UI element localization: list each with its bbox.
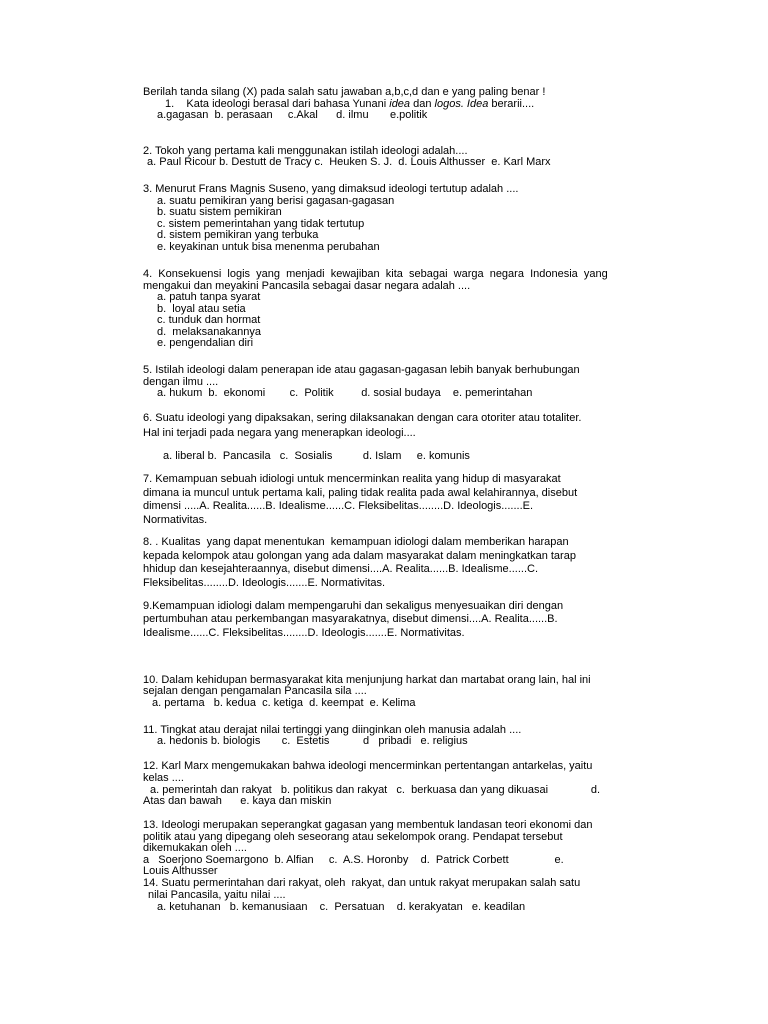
question-8-line-2: kepada kelompok atau golongan yang ada dalam masyarakat dalam meningkatkan tarap	[143, 550, 576, 562]
question-12-line-1: 12. Karl Marx mengemukakan bahwa ideologi mencerminkan pertentangan antarkelas, yaitu	[143, 760, 593, 772]
question-1-text-and: dan	[410, 98, 435, 110]
question-10-line-2: sejalan dengan pengamalan Pancasila sila ....	[143, 685, 367, 697]
question-13-line-3: dikemukakan oleh ....	[143, 842, 247, 854]
question-4-option-c: c. tunduk dan hormat	[157, 314, 261, 326]
question-3-option-c: c. sistem pemerintahan yang tidak tertutup	[157, 218, 365, 230]
question-3-option-d: d. sistem pemikiran yang terbuka	[157, 229, 319, 241]
question-12-options-line-2: Atas dan bawah e. kaya dan miskin	[143, 795, 332, 807]
question-11: 11. Tingkat atau derajat nilai tertinggi yang diinginkan oleh manusia adalah ....	[143, 724, 522, 736]
question-6-line-1: 6. Suatu ideologi yang dipaksakan, sering dilaksanakan dengan cara otoriter atau totaliter.	[143, 412, 582, 424]
question-14-options: a. ketuhanan b. kemanusiaan c. Persatuan d. kerakyatan e. keadilan	[157, 901, 526, 913]
question-3: 3. Menurut Frans Magnis Suseno, yang dimaksud ideologi tertutup adalah ....	[143, 183, 519, 195]
question-4-option-d: d. melaksanakannya	[157, 326, 261, 338]
question-10-line-1: 10. Dalam kehidupan bermasyarakat kita menjunjung harkat dan martabat orang lain, hal ini	[143, 674, 591, 686]
question-6-line-2: Hal ini terjadi pada negara yang menerapkan ideologi....	[143, 427, 416, 439]
question-3-option-e: e. keyakinan untuk bisa menenma perubahan	[157, 241, 380, 253]
question-9-line-3: Idealisme......C. Fleksibelitas........D. Ideologis.......E. Normativitas.	[143, 627, 465, 639]
question-7-line-3: dimensi .....A. Realita......B. Idealisme......C. Fleksibelitas........D. Ideologis.......E.	[143, 500, 534, 512]
question-7-line-2: dimana ia muncul untuk pertama kali, paling tidak realita pada awal kelahirannya, disebut	[143, 487, 578, 499]
question-9-line-1: 9.Kemampuan idiologi dalam mempengaruhi dan sekaligus menyesuaikan diri dengan	[143, 600, 564, 612]
question-7-line-1: 7. Kemampuan sebuah idiologi untuk mencerminkan realita yang hidup di masyarakat	[143, 473, 561, 485]
question-13-line-2: politik atau yang dipegang oleh seseorang atau sekelompok orang. Pendapat tersebut	[143, 831, 563, 843]
question-14-line-1: 14. Suatu permerintahan dari rakyat, oleh rakyat, dan untuk rakyat merupakan salah satu	[143, 877, 581, 889]
question-4-option-e: e. pengendalian diri	[157, 337, 254, 349]
question-5-line-2: dengan ilmu ....	[143, 376, 219, 388]
instruction: Berilah tanda silang (X) pada salah satu jawaban a,b,c,d dan e yang paling benar !	[143, 86, 546, 98]
question-8-line-4: Fleksibelitas........D. Ideologis.......E. Normativitas.	[143, 577, 386, 589]
question-1-options: a.gagasan b. perasaan c.Akal d. ilmu e.politik	[157, 109, 428, 121]
question-1-text-end: berarii....	[488, 98, 535, 110]
question-5-line-1: 5. Istilah ideologi dalam penerapan ide atau gagasan-gagasan lebih banyak berhubungan	[143, 364, 580, 376]
question-3-option-a: a. suatu pemikiran yang berisi gagasan-gagasan	[157, 195, 395, 207]
question-11-options: a. hedonis b. biologis c. Estetis d pribadi e. religius	[157, 735, 468, 747]
question-2: 2. Tokoh yang pertama kali menggunakan istilah ideologi adalah....	[143, 145, 468, 157]
question-8-line-1: 8. . Kualitas yang dapat menentukan kemampuan idiologi dalam memberikan harapan	[143, 536, 569, 548]
question-3-option-b: b. suatu sistem pemikiran	[157, 206, 282, 218]
question-8-line-3: hhidup dan kesejahteraannya, disebut dimensi....A. Realita......B. Idealisme......C.	[143, 563, 538, 575]
question-1-text: 1. Kata ideologi berasal dari bahasa Yunani	[165, 98, 390, 110]
question-10-options: a. pertama b. kedua c. ketiga d. keempat e. Kelima	[152, 697, 416, 709]
question-14-line-2: nilai Pancasila, yaitu nilai ....	[148, 889, 286, 901]
question-1-term-idea: idea	[389, 98, 411, 110]
question-4-option-a: a. patuh tanpa syarat	[157, 291, 261, 303]
question-12-line-2: kelas ....	[143, 772, 184, 784]
question-2-options: a. Paul Ricour b. Destutt de Tracy c. Heuken S. J. d. Louis Althusser e. Karl Marx	[147, 156, 551, 168]
question-6-options: a. liberal b. Pancasila c. Sosialis d. Islam e. komunis	[163, 450, 470, 462]
question-13-line-1: 13. Ideologi merupakan seperangkat gagasan yang membentuk landasan teori ekonomi dan	[143, 819, 593, 831]
question-12-options-line-1: a. pemerintah dan rakyat b. politikus dan rakyat c. berkuasa dan yang dikuasai d.	[150, 784, 601, 796]
question-13-options-line-2: Louis Althusser	[143, 865, 218, 877]
question-13-options-line-1: a Soerjono Soemargono b. Alfian c. A.S. Horonby d. Patrick Corbett e.	[143, 854, 564, 866]
question-1-term-logos: logos. Idea	[434, 98, 489, 110]
question-4-line-1: 4. Konsekuensi logis yang menjadi kewajiban kita sebagai warga negara Indonesia yang	[143, 268, 608, 280]
question-4-line-2: mengakui dan meyakini Pancasila sebagai dasar negara adalah ....	[143, 280, 471, 292]
question-7-line-4: Normativitas.	[143, 514, 208, 526]
question-4-option-b: b. loyal atau setia	[157, 303, 246, 315]
question-9-line-2: pertumbuhan atau perkembangan masyarakatnya, disebut dimensi....A. Realita......B.	[143, 613, 558, 625]
question-5-options: a. hukum b. ekonomi c. Politik d. sosial budaya e. pemerintahan	[157, 387, 533, 399]
